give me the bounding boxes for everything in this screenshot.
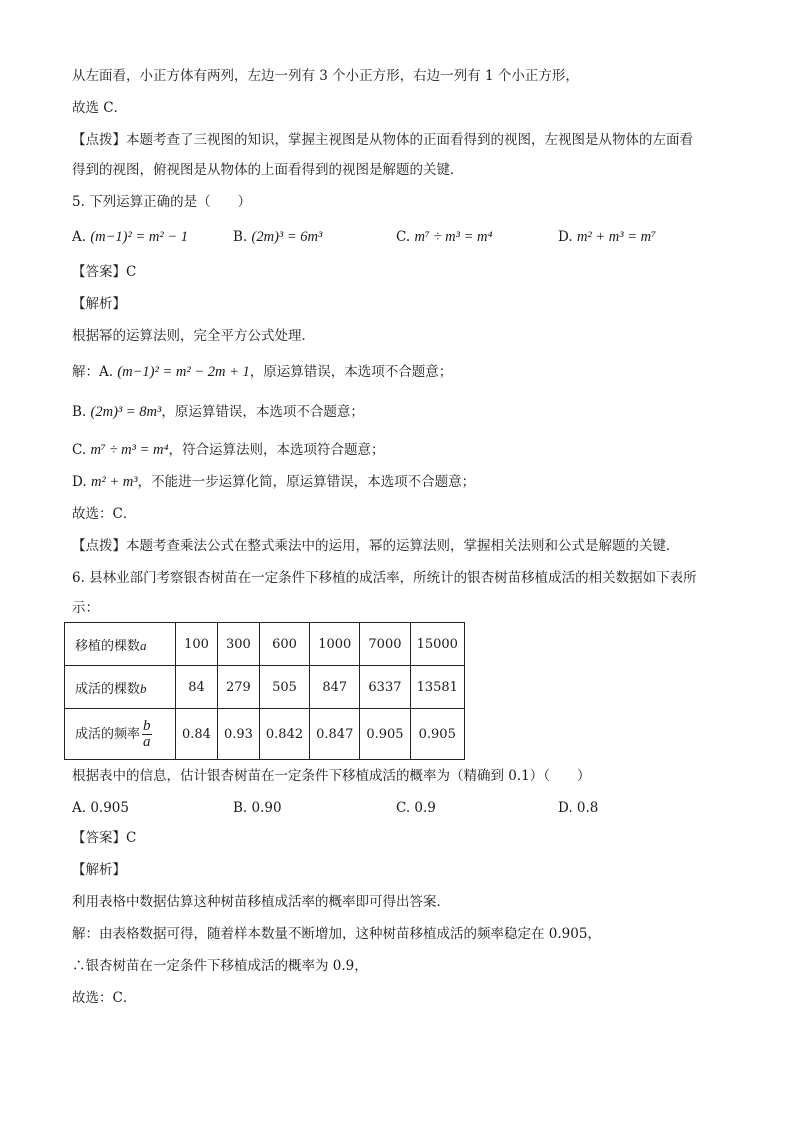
table-cell: 6337 [360,666,410,709]
solution-comment: ，符合运算法则，本选项符合题意； [168,442,385,458]
solution-prefix: D. [72,474,87,490]
answer-line: 【答案】C [72,264,137,280]
table-cell: 84 [176,666,218,709]
q6-option-b: B. 0.90 [233,800,282,816]
table-cell: 15000 [410,623,464,666]
fraction: $\frac{b}{a}$ [143,717,151,750]
option-formula: m² + m³ = m⁷ [576,229,657,245]
option-label: D. [558,229,573,245]
tip-line: 【点拨】本题考查了三视图的知识，掌握主视图是从物体的正面看得到的视图，左视图是从物体的左面看 [72,132,693,148]
q6-option-c: C. 0.9 [396,800,436,816]
solution-prefix: C. [72,442,87,458]
table-cell: 0.93 [217,709,259,760]
q5-option-b [233,226,322,248]
table-cell: 0.905 [410,709,464,760]
question-6: 6. 县林业部门考察银杏树苗在一定条件下移植的成活率，所统计的银杏树苗移植成活的相关数据如下表所 [72,570,697,586]
text-line: 故选 C． [72,100,128,116]
solution-prefix: B. [72,404,87,420]
solution-a [72,362,452,382]
answer-line: 【答案】C [72,830,137,846]
question-6-prompt: 根据表中的信息，估计银杏树苗在一定条件下移植成活的概率为（精确到 0.1）（ ） [72,768,591,784]
text-line: 从左面看，小正方体有两列，左边一列有 3 个小正方形，右边一列有 1 个小正方形， [72,68,579,84]
tip-line: 得到的视图，俯视图是从物体的上面看得到的视图是解题的关键． [72,162,464,178]
question-5: 5. 下列运算正确的是（ ） [72,194,252,210]
table-cell: 100 [176,623,218,666]
table-cell: 600 [259,623,309,666]
table-cell: 279 [217,666,259,709]
table-cell: 13581 [410,666,464,709]
solution-comment: ，不能进一步运算化简，原运算错误，本选项不合题意； [137,474,476,490]
option-formula: (m−1)² = m² − 1 [90,229,188,245]
analysis-text: 根据幂的运算法则，完全平方公式处理． [72,328,315,344]
table-cell: 300 [217,623,259,666]
table-cell: 1000 [310,623,360,666]
row-header: 成活的频率 $\frac{b}{a}$ [65,709,176,760]
option-label: C. [396,229,411,245]
tip-line: 【点拨】本题考查乘法公式在整式乘法中的运用，幂的运算法则，掌握相关法则和公式是解题的关键． [72,538,680,554]
q6-option-a: A. 0.905 [72,800,129,816]
analysis-title: 【解析】 [72,296,126,312]
q5-option-a [72,226,188,248]
q5-option-c [396,226,493,248]
q6-option-d: D. 0.8 [558,800,599,816]
choose-line: 故选：C． [72,990,137,1006]
analysis-text: 利用表格中数据估算这种树苗移植成活率的概率即可得出答案． [72,894,450,910]
table-row [65,709,465,760]
solution-formula: (m−1)² = m² − 2m + 1 [117,364,250,380]
table-cell: 505 [259,666,309,709]
solution-d [72,472,475,492]
table-cell: 0.905 [360,709,410,760]
solution-comment: ，原运算错误，本选项不合题意； [161,404,364,420]
solution-b [72,402,364,422]
table-cell: 0.847 [310,709,360,760]
q5-option-d [558,226,656,248]
table-cell: 0.84 [176,709,218,760]
table-cell: 847 [310,666,360,709]
solution-line: ∴银杏树苗在一定条件下移植成活的概率为 0.9， [72,958,368,974]
solution-prefix: 解：A. [72,364,114,380]
choose-line: 故选：C． [72,506,137,522]
option-label: A. [72,229,87,245]
table-row [65,623,465,666]
solution-c [72,440,385,460]
row-header: 移植的棵数a [65,623,176,666]
row-header: 成活的棵数b [65,666,176,709]
table-cell: 0.842 [259,709,309,760]
data-table [64,622,465,760]
solution-line: 解：由表格数据可得，随着样本数量不断增加，这种树苗移植成活的频率稳定在 0.905， [72,926,601,942]
analysis-title: 【解析】 [72,862,126,878]
table-row [65,666,465,709]
table-cell: 7000 [360,623,410,666]
option-formula: m⁷ ÷ m³ = m⁴ [414,229,493,245]
question-6-cont: 示： [72,600,99,616]
solution-formula: m⁷ ÷ m³ = m⁴ [90,442,169,458]
option-label: B. [233,229,248,245]
solution-formula: m² + m³ [90,474,138,490]
option-formula: (2m)³ = 6m³ [251,229,323,245]
solution-comment: ，原运算错误，本选项不合题意； [249,364,453,380]
solution-formula: (2m)³ = 8m³ [90,404,162,420]
